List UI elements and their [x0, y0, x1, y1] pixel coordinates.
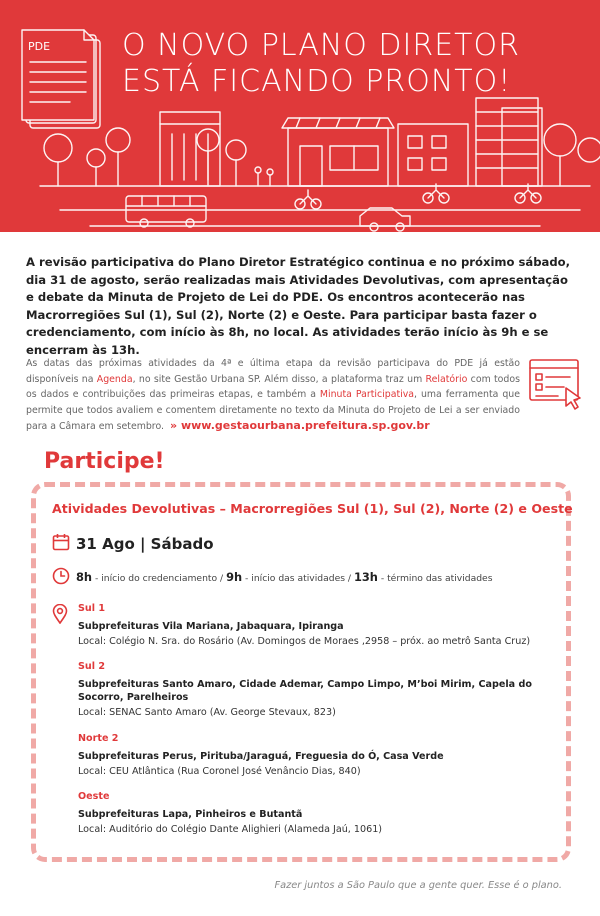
date-row — [52, 533, 214, 555]
headline-line-2: ESTÁ FICANDO PRONTO! — [122, 64, 512, 99]
site-link[interactable] — [170, 419, 430, 432]
region-local: Local: Auditório do Colégio Dante Alighieri (Alameda Jaú, 1061) — [78, 824, 383, 835]
calendar-icon — [52, 533, 70, 551]
headline — [122, 28, 582, 100]
region-subprefeituras: Subprefeituras Santo Amaro, Cidade Ademar, Campo Limpo, M’boi Mirim, Capela do Socorro, Parelheiros — [78, 679, 532, 703]
intro-paragraph: A revisão participativa do Plano Diretor Estratégico continua e no próximo sábado, dia 31 de agosto, serão realizadas mais Atividades Devolutivas, com apresentação e debate da Minuta de Projeto de Lei do PDE. Os encontros acontecerão nas Macrorregiões Sul (1), Sul (2), Norte (2) e Oeste. Para participar basta fazer o credenciamento, com início às 8h, no local. As atividades terão início às 9h e se encerram às 13h. — [26, 255, 571, 357]
participe-heading: Participe! — [44, 449, 165, 474]
time-termino: 13h — [353, 570, 378, 584]
note-part-2: , no site Gestão Urbana SP. Além disso, a plataforma traz um — [132, 373, 426, 385]
event-date: 31 Ago | Sábado — [76, 535, 214, 553]
region-subprefeituras: Subprefeituras Perus, Pirituba/Jaraguá, Freguesia do Ó, Casa Verde — [78, 751, 444, 762]
region-name: Sul 2 — [78, 661, 106, 672]
agenda-link[interactable]: Agenda — [96, 373, 133, 385]
info-paragraph — [26, 356, 520, 435]
region-name: Norte 2 — [78, 733, 119, 744]
note-part-1: As datas das próximas atividades da 4ª e última etapa da revisão participava do PDE já estão disponíveis na — [26, 358, 520, 385]
region-local: Local: Colégio N. Sra. do Rosário (Av. Domingos de Moraes ,2958 – próx. ao metrô Santa Cruz) — [78, 636, 531, 647]
checklist-cursor-icon — [528, 358, 584, 412]
location-pin-icon — [52, 604, 68, 624]
time-inicio: 9h — [226, 570, 243, 584]
header-banner — [0, 0, 600, 232]
region-name: Sul 1 — [78, 603, 106, 614]
site-url: www.gestaourbana.prefeitura.sp.gov.br — [180, 419, 430, 433]
clock-icon — [52, 567, 70, 585]
activity-title: Atividades Devolutivas – Macrorregiões Sul (1), Sul (2), Norte (2) e Oeste — [52, 501, 573, 516]
region-sul-1 — [78, 602, 558, 649]
region-local: Local: CEU Atlântica (Rua Coronel José Venâncio Dias, 840) — [78, 766, 361, 777]
region-subprefeituras: Subprefeituras Lapa, Pinheiros e Butantã — [78, 809, 303, 820]
region-subprefeituras: Subprefeituras Vila Mariana, Jabaquara, Ipiranga — [78, 621, 344, 632]
time-credenciamento: 8h — [76, 570, 93, 584]
footer-tagline: Fazer juntos a São Paulo que a gente quer. Esse é o plano. — [274, 880, 562, 891]
relatorio-link[interactable]: Relatório — [425, 373, 468, 385]
region-oeste — [78, 790, 558, 837]
region-sul-2 — [78, 660, 558, 720]
region-local: Local: SENAC Santo Amaro (Av. George Stevaux, 823) — [78, 707, 336, 718]
note-part-4: , uma ferramenta que permite que todos avaliem e comentem diretamente no texto da Minuta do Projeto de Lei a ser enviado para a Câmara em setembro. — [26, 389, 520, 433]
region-norte-2 — [78, 732, 558, 779]
minuta-participativa-link[interactable]: Minuta Participativa — [319, 389, 415, 401]
schedule-row — [52, 567, 493, 587]
double-chevron-icon: » — [169, 419, 178, 433]
schedule-text: 8h - início do credenciamento / 9h - início das atividades / 13h - término das atividades — [76, 570, 493, 584]
note-part-3: com todos os dados e contribuições das primeiras etapas, e também a — [26, 373, 520, 401]
headline-line-1: O NOVO PLANO DIRETOR — [122, 28, 520, 63]
region-name: Oeste — [78, 791, 110, 802]
doc-label: PDE — [28, 40, 51, 53]
